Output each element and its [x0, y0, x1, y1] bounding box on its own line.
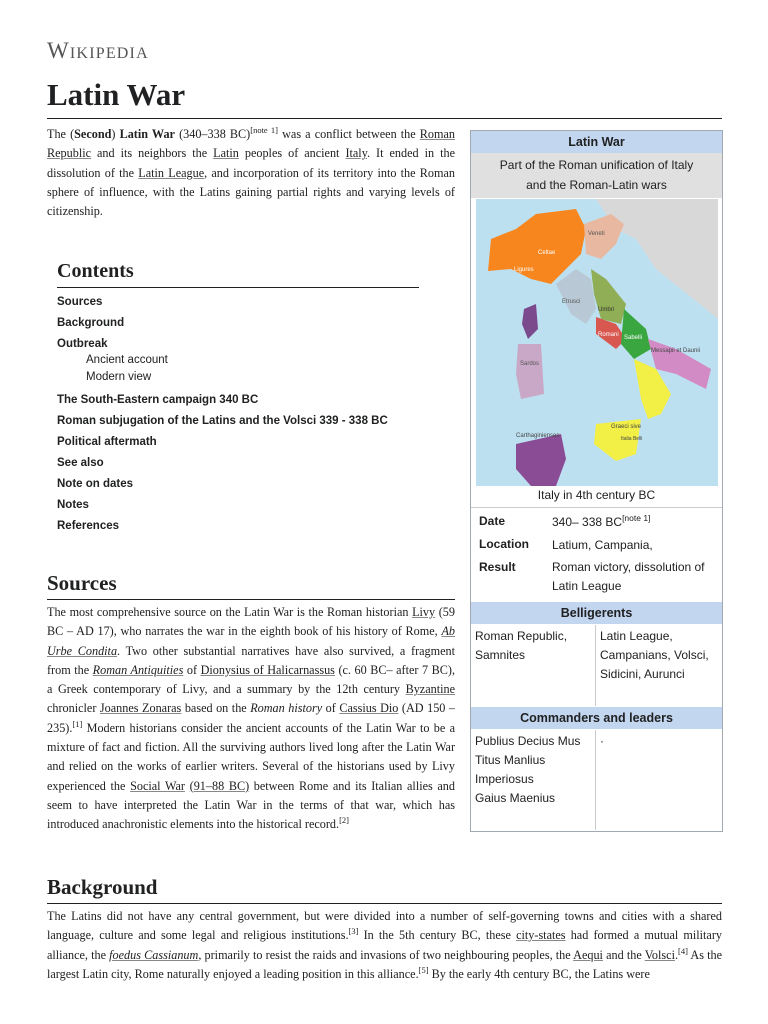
column-divider	[595, 730, 596, 830]
link-italy[interactable]: Italy	[345, 146, 367, 161]
toc-item[interactable]: Note on dates	[57, 478, 134, 490]
belligerents-header: Belligerents	[471, 602, 722, 624]
toc-item[interactable]: Roman subjugation of the Latins and the Volsci 339 - 338 BC	[57, 415, 388, 427]
toc-subitem[interactable]: Modern view	[86, 371, 152, 383]
belligerents-side-1: Roman Republic, Samnites	[475, 629, 568, 662]
wikipedia-wordmark[interactable]: Wikipedia	[47, 38, 149, 63]
map-label-sardos: Sardos	[520, 361, 540, 367]
map-label-graeci: Graeci sive	[611, 424, 642, 430]
section-heading-sources: Sources	[47, 570, 455, 600]
commander[interactable]: Titus Manlius Imperiosus	[475, 753, 546, 786]
link-foedus-cassianum[interactable]: foedus Cassianum	[109, 947, 199, 962]
link-roman-republic[interactable]: Roman Republic	[47, 127, 456, 161]
link-social-war-dates[interactable]: (91–88 BC)	[189, 778, 250, 793]
column-divider	[595, 625, 596, 706]
map-label-sabelli: Sabelli	[624, 335, 643, 341]
lead-paragraph: The (Second) Latin War (340–338 BC)[note 1] was a conflict between the Roman Republic and its neighbors the Latin peoples of ancient Italy. It ended in the dissolution of the Latin League, and incorporation of its territory into the Roman sphere of influence, with the Latins gaining partial rights and varying levels of citizenship.	[47, 124, 456, 219]
subtitle-line: and the Roman-Latin wars	[526, 178, 667, 192]
toc-item[interactable]: Sources	[57, 296, 103, 308]
toc-title: Contents	[57, 260, 419, 288]
map-label-etrusci: Etrusci	[562, 299, 581, 305]
citation-ref[interactable]: [5]	[418, 964, 429, 975]
link-latin-league[interactable]: Latin League	[138, 165, 205, 180]
map-label-celtae: Celtae	[538, 250, 556, 256]
map-italy-4th-century-bc[interactable]	[476, 199, 718, 486]
link-byzantine[interactable]: Byzantine	[405, 682, 455, 697]
link-ab-urbe-condita[interactable]: Ab Urbe Condita	[47, 624, 455, 658]
toc-item[interactable]: Outbreak	[57, 338, 108, 350]
location-label: Location	[479, 537, 529, 551]
section-heading-background: Background	[47, 874, 722, 904]
sources-paragraph: The most comprehensive source on the Latin War is the Roman historian Livy (59 BC – AD 17), who narrates the war in the eighth book of his history of Rome, Ab Urbe Condita. Two other substantial narratives have also survived, a fragment from the Roman Antiquities of Dionysius of Halicarnassus (c. 60 BC– after 7 BC), a Greek contemporary of Livy, and a summary by the 12th century Byzantine chronicler Joannes Zonaras based on the Roman history of Cassius Dio (AD 150 – 235).[1] Modern historians consider the ancient accounts of the Latin War to be a mixture of fact and fiction. All the surviving authors lived long after the Latin War and relied on the works of earlier writers. Several of the historians used by Livy experienced the Social War (91–88 BC) between Rome and its Italian allies and seem to have interpreted the Latin War in the terms of that war, which has introduced anachronistic elements into the historical record.[2]	[47, 605, 456, 832]
map-label-romani: Romani	[598, 332, 619, 338]
toc-item[interactable]: Political aftermath	[57, 436, 157, 448]
belligerents-side-2: Latin League, Campanians, Volsci, Sidicini, Aurunci	[600, 629, 709, 681]
citation-ref[interactable]: [2]	[339, 815, 349, 826]
infobox-subtitle	[471, 153, 722, 198]
link-dionysius[interactable]: Dionysius of Halicarnassus	[200, 662, 335, 677]
link-cassius-dio[interactable]: Cassius Dio	[339, 701, 399, 716]
toc-item[interactable]: References	[57, 520, 120, 532]
background-paragraph: The Latins did not have any central government, but were divided into a number of self-governing towns and cities with a shared language, culture and some legal and religious institutions.[3] In the 5th century BC, these city-states had formed a mutual military alliance, the foedus Cassianum, primarily to resist the raids and invasions of two neighbouring peoples, the Aequi and the Volsci.[4] As the largest Latin city, Rome naturally enjoyed a leading position in this alliance.[5] By the early 4th century BC, the Latins were	[47, 909, 723, 981]
link-social-war[interactable]: Social War	[130, 778, 185, 793]
link-city-states[interactable]: city-states	[516, 928, 566, 943]
link-aequi[interactable]: Aequi	[573, 947, 603, 962]
citation-ref[interactable]: [1]	[72, 718, 83, 729]
toc-item[interactable]: See also	[57, 457, 104, 469]
note-ref[interactable]: [note 1]	[250, 124, 278, 135]
map-label-messapii: Messapii et Daunii	[651, 348, 701, 354]
link-volsci[interactable]: Volsci	[644, 947, 675, 962]
map-label-carthage: Carthaginienses	[516, 433, 560, 439]
link-latin[interactable]: Latin	[213, 146, 239, 161]
citation-ref[interactable]: [4]	[678, 945, 688, 956]
subtitle-line: Part of the Roman unification of Italy	[499, 158, 694, 172]
citation-ref[interactable]: [3]	[348, 926, 359, 937]
commanders-header: Commanders and leaders	[471, 707, 722, 729]
map-label-ligures: Ligures	[514, 267, 534, 273]
link-zonaras[interactable]: Joannes Zonaras	[99, 701, 182, 716]
commanders-side-1	[475, 732, 589, 808]
map-island-sardinia	[516, 344, 544, 399]
infobox-title: Latin War	[471, 131, 722, 153]
result-value: Roman victory, dissolution of Latin League	[552, 560, 705, 593]
link-livy[interactable]: Livy	[412, 605, 436, 619]
result-label: Result	[479, 560, 516, 574]
map-label-veneti: Veneti	[588, 231, 605, 237]
location-value: Latium, Campania,	[552, 538, 653, 552]
link-roman-antiquities[interactable]: Roman Antiquities	[92, 662, 184, 677]
commander[interactable]: Publius Decius Mus	[475, 734, 581, 748]
note-ref[interactable]: [note 1]	[622, 513, 651, 523]
infobox-divider	[471, 507, 722, 508]
map-caption: Italy in 4th century BC	[537, 488, 656, 502]
commanders-side-2: ·	[600, 734, 604, 748]
date-label: Date	[479, 514, 506, 528]
infobox	[470, 130, 723, 832]
toc-item[interactable]: Background	[57, 317, 125, 329]
toc-item[interactable]: Notes	[57, 499, 89, 511]
map-label-italia-belli: Italia Belli	[621, 436, 643, 442]
date-value: 340– 338 BC[note 1]	[552, 513, 651, 529]
map-label-umbri: Umbri	[598, 307, 614, 313]
toc-item[interactable]: The South-Eastern campaign 340 BC	[57, 394, 259, 406]
toc-subitem[interactable]: Ancient account	[86, 354, 168, 366]
page-title: Latin War	[47, 76, 722, 119]
commander[interactable]: Gaius Maenius	[475, 791, 556, 805]
